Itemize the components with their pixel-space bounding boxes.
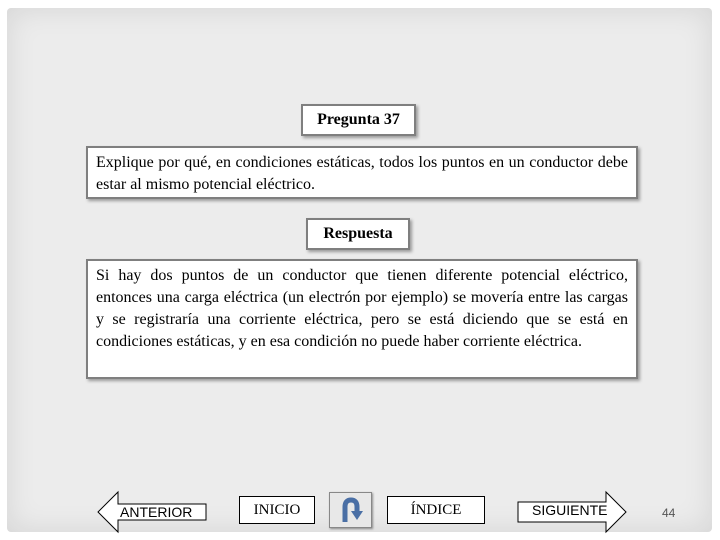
page-number: 44 xyxy=(662,506,676,520)
question-text: Explique por qué, en condiciones estáticas, todos los puntos en un conductor debe estar al mismo potencial eléctrico. xyxy=(86,146,638,199)
question-title: Pregunta 37 xyxy=(301,104,416,136)
return-button[interactable] xyxy=(329,492,372,528)
answer-title: Respuesta xyxy=(306,218,410,250)
previous-label: ANTERIOR xyxy=(120,504,193,520)
next-button[interactable] xyxy=(516,490,628,534)
home-button[interactable]: INICIO xyxy=(239,496,315,524)
previous-button[interactable] xyxy=(96,490,208,534)
u-turn-arrow-icon xyxy=(336,495,366,525)
answer-text: Si hay dos puntos de un conductor que tienen diferente potencial eléctrico, entonces una carga eléctrica (un electrón por ejemplo) se movería entre las cargas y se registraría una corriente eléctrica, pero se está diciendo que se está en condiciones estáticas, y en esa condición no puede haber corriente eléctrica. xyxy=(86,259,638,379)
index-button[interactable]: ÍNDICE xyxy=(387,496,485,524)
next-label: SIGUIENTE xyxy=(532,502,608,518)
